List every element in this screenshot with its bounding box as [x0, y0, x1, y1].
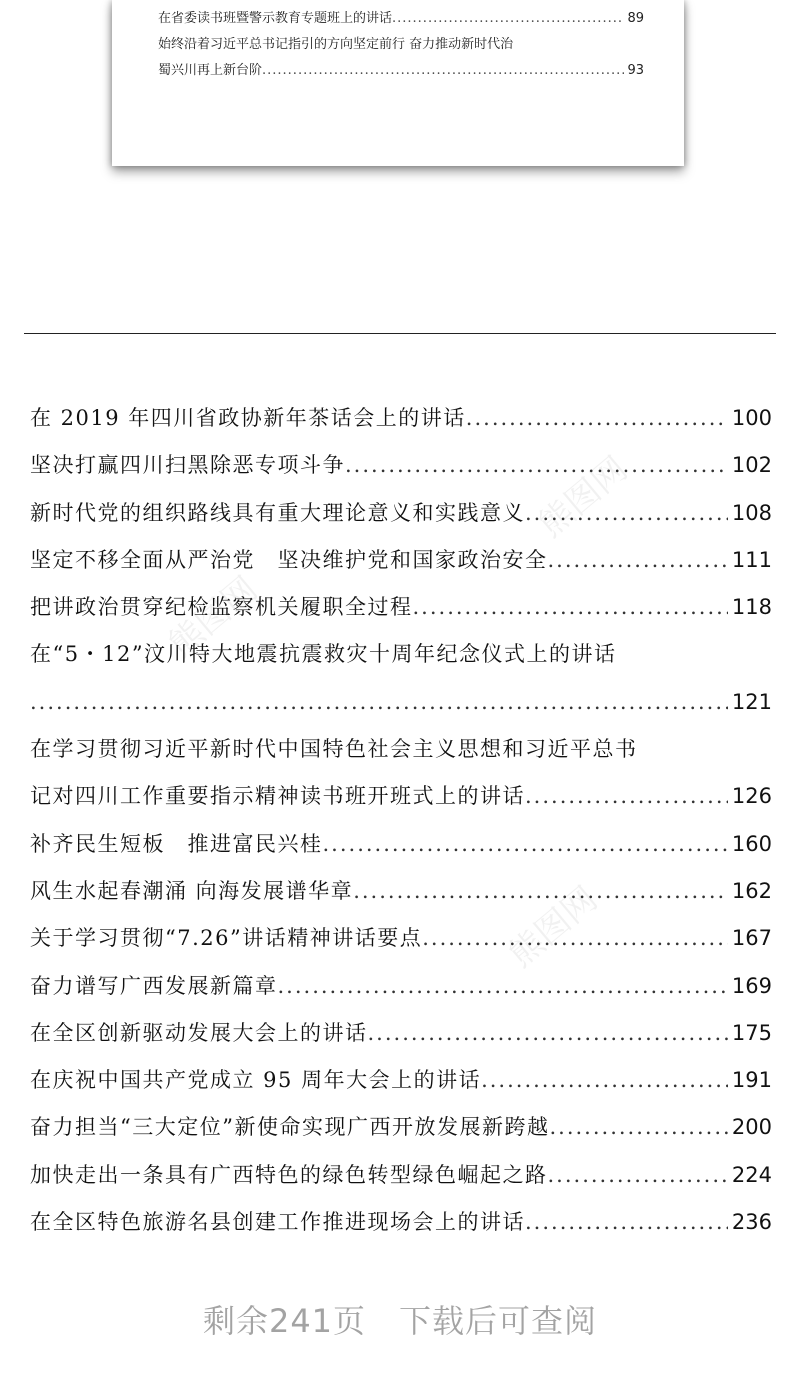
toc-list — [30, 395, 772, 1246]
toc-entry-page: 167 — [731, 926, 772, 951]
toc-entry-page: 162 — [731, 878, 772, 903]
toc-entry-page: 89 — [627, 11, 644, 26]
toc-entry-page: 175 — [731, 1020, 772, 1045]
toc-leader-dots — [413, 584, 728, 631]
toc-entry[interactable] — [30, 868, 772, 915]
toc-entry[interactable] — [30, 726, 772, 773]
toc-leader-dots — [525, 490, 728, 537]
toc-entry-page: 93 — [627, 63, 644, 78]
toc-entry[interactable] — [30, 631, 772, 678]
toc-entry-title: 蜀兴川再上新台阶 — [158, 63, 263, 78]
toc-entry[interactable] — [30, 537, 772, 584]
toc-entry-page: 224 — [731, 1162, 772, 1187]
toc-entry-title: 坚定不移全面从严治党 坚决维护党和国家政治安全 — [30, 547, 548, 572]
toc-leader-dots — [30, 679, 728, 726]
toc-entry-title: 把讲政治贯穿纪检监察机关履职全过程 — [30, 595, 413, 620]
toc-entry-page: 102 — [731, 453, 772, 478]
card-toc-list — [158, 6, 644, 84]
card-toc-entry[interactable] — [158, 32, 644, 58]
watermark: 熊图网 — [501, 879, 606, 976]
toc-entry[interactable] — [30, 1152, 772, 1199]
toc-leader-dots — [353, 868, 728, 915]
toc-entry[interactable] — [30, 1057, 772, 1104]
toc-leader-dots — [278, 963, 728, 1010]
toc-entry-title: 在学习贯彻习近平新时代中国特色社会主义思想和习近平总书 — [30, 737, 638, 762]
toc-entry-title: 在“5・12”汶川特大地震抗震救灾十周年纪念仪式上的讲话 — [30, 642, 617, 667]
toc-entry-title: 坚决打赢四川扫黑除恶专项斗争 — [30, 453, 345, 478]
toc-entry-title: 风生水起春潮涌 向海发展谱华章 — [30, 878, 354, 903]
toc-entry[interactable] — [30, 1104, 772, 1151]
toc-entry-page: 121 — [731, 689, 772, 714]
card-toc-entry[interactable] — [158, 58, 644, 84]
toc-entry-page: 126 — [731, 784, 772, 809]
toc-entry-page: 118 — [731, 595, 772, 620]
toc-leader-dots — [525, 1199, 728, 1246]
toc-entry-title: 补齐民生短板 推进富民兴桂 — [30, 831, 323, 856]
toc-leader-dots — [466, 395, 728, 442]
watermark: 熊图网 — [161, 569, 266, 666]
toc-entry-title: 在全区创新驱动发展大会上的讲话 — [30, 1020, 368, 1045]
toc-entry-page: 100 — [731, 406, 772, 430]
toc-leader-dots — [323, 821, 728, 868]
toc-entry-title: 奋力担当“三大定位”新使命实现广西开放发展新跨越 — [30, 1115, 550, 1140]
card-toc-entry[interactable] — [158, 6, 644, 32]
toc-entry-continuation[interactable] — [30, 679, 772, 726]
toc-entry-title: 在庆祝中国共产党成立 95 周年大会上的讲话 — [30, 1068, 482, 1093]
toc-entry-page: 160 — [731, 831, 772, 856]
toc-entry[interactable] — [30, 821, 772, 868]
toc-entry-page: 236 — [731, 1210, 772, 1235]
toc-leader-dots — [549, 1104, 727, 1151]
toc-entry-title: 在 2019 年四川省政协新年茶话会上的讲话 — [30, 406, 466, 430]
toc-entry[interactable] — [30, 1199, 772, 1246]
toc-leader-dots — [548, 1152, 728, 1199]
toc-leader-dots — [481, 1057, 728, 1104]
toc-leader-dots — [525, 773, 728, 820]
toc-entry[interactable] — [30, 915, 772, 962]
toc-entry[interactable] — [30, 1010, 772, 1057]
toc-entry-continuation[interactable] — [30, 773, 772, 820]
watermark: 熊图网 — [531, 449, 636, 546]
toc-entry-page: 191 — [731, 1068, 772, 1093]
toc-entry[interactable] — [30, 442, 772, 489]
toc-entry-title: 奋力谱写广西发展新篇章 — [30, 973, 278, 998]
toc-leader-dots — [345, 442, 728, 489]
toc-entry[interactable] — [30, 584, 772, 631]
toc-entry-page: 169 — [731, 973, 772, 998]
toc-entry-title: 新时代党的组织路线具有重大理论意义和实践意义 — [30, 500, 525, 525]
toc-leader-dots — [262, 58, 624, 84]
toc-leader-dots — [392, 6, 624, 32]
toc-entry-title: 记对四川工作重要指示精神读书班开班式上的讲话 — [30, 784, 525, 809]
toc-entry-page: 200 — [731, 1115, 772, 1140]
page-preview-card — [112, 0, 684, 166]
toc-leader-dots — [548, 537, 728, 584]
toc-entry[interactable] — [30, 490, 772, 537]
toc-entry-title: 关于学习贯彻“7.26”讲话精神讲话要点 — [30, 926, 423, 951]
toc-entry-page: 111 — [731, 547, 772, 572]
remaining-pages-notice: 剩余241页 下载后可查阅 — [202, 1302, 598, 1340]
toc-entry[interactable] — [30, 395, 772, 442]
toc-entry[interactable] — [30, 963, 772, 1010]
toc-entry-title: 加快走出一条具有广西特色的绿色转型绿色崛起之路 — [30, 1162, 548, 1187]
toc-entry-page: 108 — [731, 500, 772, 525]
toc-leader-dots — [422, 915, 728, 962]
toc-leader-dots — [368, 1010, 728, 1057]
toc-entry-title: 在省委读书班暨警示教育专题班上的讲话 — [158, 11, 393, 26]
section-divider — [24, 333, 776, 334]
toc-entry-title: 始终沿着习近平总书记指引的方向坚定前行 奋力推动新时代治 — [158, 37, 514, 52]
toc-entry-title: 在全区特色旅游名县创建工作推进现场会上的讲话 — [30, 1210, 525, 1235]
